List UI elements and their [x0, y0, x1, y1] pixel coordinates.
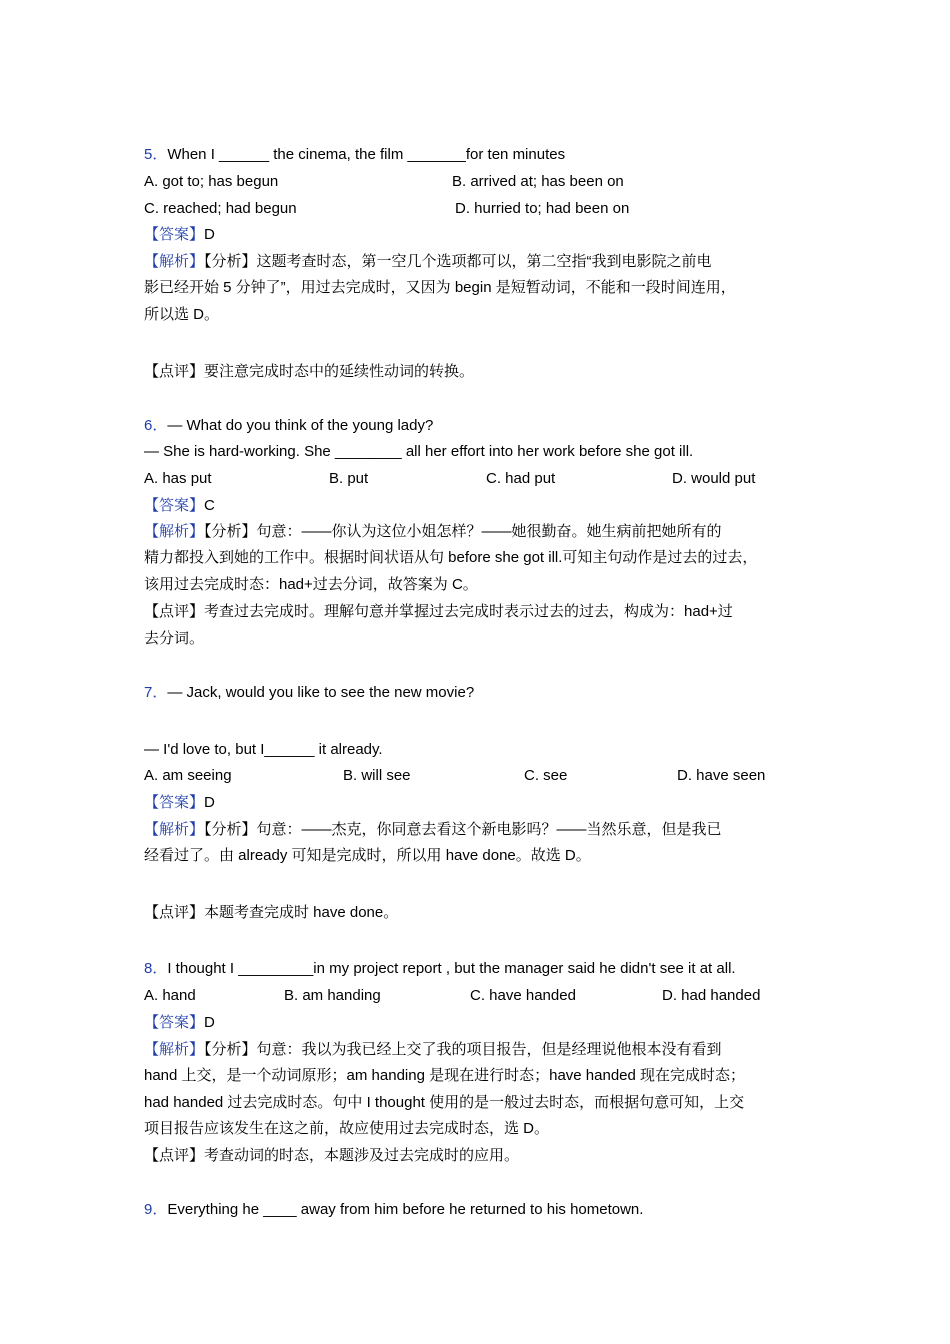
question-7-stem — [144, 683, 474, 703]
analysis-tag: 【解析】 — [144, 253, 205, 270]
question-number: 5． — [144, 146, 168, 163]
answer-value: D — [204, 226, 215, 243]
comment-text: 【点评】本题考查完成时 have done。 — [144, 904, 399, 921]
answer-tag: 【答案】 — [144, 497, 205, 514]
option-d: D. hurried to; had been on — [455, 200, 630, 217]
option-c: C. see — [524, 767, 568, 784]
answer-value: D — [204, 1014, 215, 1031]
comment-text: 【点评】要注意完成时态中的延续性动词的转换。 — [144, 363, 475, 380]
answer-line — [144, 496, 215, 516]
option-a: A. has put — [144, 470, 212, 487]
comment-text: 去分词。 — [144, 630, 205, 647]
analysis-tag: 【解析】 — [144, 1041, 205, 1058]
option-d: D. have seen — [677, 767, 766, 784]
option-c: C. have handed — [470, 987, 576, 1004]
answer-line — [144, 1013, 215, 1033]
question-number: 7． — [144, 684, 168, 701]
analysis-text: 【分析】这题考查时态，第一空几个选项都可以，第二空指“我到电影院之前电 — [204, 253, 712, 270]
option-a: A. got to; has begun — [144, 173, 279, 190]
option-b: B. arrived at; has been on — [452, 173, 624, 190]
question-number: 9． — [144, 1201, 168, 1218]
analysis-text: 【分析】句意：——杰克，你同意去看这个新电影吗？——当然乐意，但是我已 — [204, 821, 722, 838]
answer-value: C — [204, 497, 215, 514]
option-a: A. hand — [144, 987, 196, 1004]
question-6-stem — [144, 416, 433, 436]
question-text: Everything he ____ away from him before he returned to his hometown. — [167, 1201, 644, 1218]
analysis-line — [144, 522, 722, 542]
analysis-text: 【分析】句意：我以为我已经上交了我的项目报告，但是经理说他根本没有看到 — [204, 1041, 722, 1058]
option-b: B. will see — [343, 767, 411, 784]
option-a: A. am seeing — [144, 767, 232, 784]
question-text: When I ______ the cinema, the film _______for ten minutes — [167, 146, 566, 163]
analysis-text: 经看过了。由 already 可知是完成时，所以用 have done。故选 D。 — [144, 847, 591, 864]
answer-line — [144, 793, 215, 813]
analysis-text: 精力都投入到她的工作中。根据时间状语从句 before she got ill.可知主句动作是过去的过去， — [144, 549, 758, 566]
option-b: B. am handing — [284, 987, 381, 1004]
question-text: I thought I _________in my project report , but the manager said he didn't see it at all. — [167, 960, 736, 977]
question-text: — She is hard-working. She ________ all her effort into her work before she got ill. — [144, 443, 694, 460]
analysis-text: 所以选 D。 — [144, 306, 220, 323]
analysis-text: 影已经开始 5 分钟了”，用过去完成时，又因为 begin 是短暂动词，不能和一段时间连用， — [144, 279, 736, 296]
analysis-line — [144, 820, 722, 840]
option-d: D. would put — [672, 470, 756, 487]
question-text: — I'd love to, but I______ it already. — [144, 741, 383, 758]
option-d: D. had handed — [662, 987, 761, 1004]
question-text: — What do you think of the young lady? — [167, 417, 434, 434]
analysis-text: had handed 过去完成时态。句中 I thought 使用的是一般过去时态，而根据句意可知，上交 — [144, 1094, 745, 1111]
analysis-tag: 【解析】 — [144, 821, 205, 838]
analysis-text: 该用过去完成时态：had+过去分词，故答案为 C。 — [144, 576, 478, 593]
question-5-stem — [144, 145, 565, 165]
option-c: C. reached; had begun — [144, 200, 297, 217]
analysis-text: hand 上交，是一个动词原形；am handing 是现在进行时态；have handed 现在完成时态； — [144, 1067, 746, 1084]
question-number: 8． — [144, 960, 168, 977]
comment-text: 【点评】考查过去完成时。理解句意并掌握过去完成时表示过去的过去，构成为：had+过 — [144, 603, 733, 620]
question-number: 6． — [144, 417, 168, 434]
analysis-line — [144, 1040, 722, 1060]
question-8-stem — [144, 959, 736, 979]
analysis-tag: 【解析】 — [144, 523, 205, 540]
option-c: C. had put — [486, 470, 556, 487]
option-b: B. put — [329, 470, 369, 487]
answer-tag: 【答案】 — [144, 1014, 205, 1031]
answer-tag: 【答案】 — [144, 794, 205, 811]
analysis-text: 项目报告应该发生在这之前，故应使用过去完成时态，选 D。 — [144, 1120, 550, 1137]
answer-tag: 【答案】 — [144, 226, 205, 243]
question-text: — Jack, would you like to see the new movie? — [167, 684, 475, 701]
comment-text: 【点评】考查动词的时态，本题涉及过去完成时的应用。 — [144, 1147, 520, 1164]
analysis-text: 【分析】句意：——你认为这位小姐怎样？——她很勤奋。她生病前把她所有的 — [204, 523, 722, 540]
answer-line — [144, 225, 215, 245]
answer-value: D — [204, 794, 215, 811]
question-9-stem — [144, 1200, 643, 1220]
analysis-line — [144, 252, 712, 272]
